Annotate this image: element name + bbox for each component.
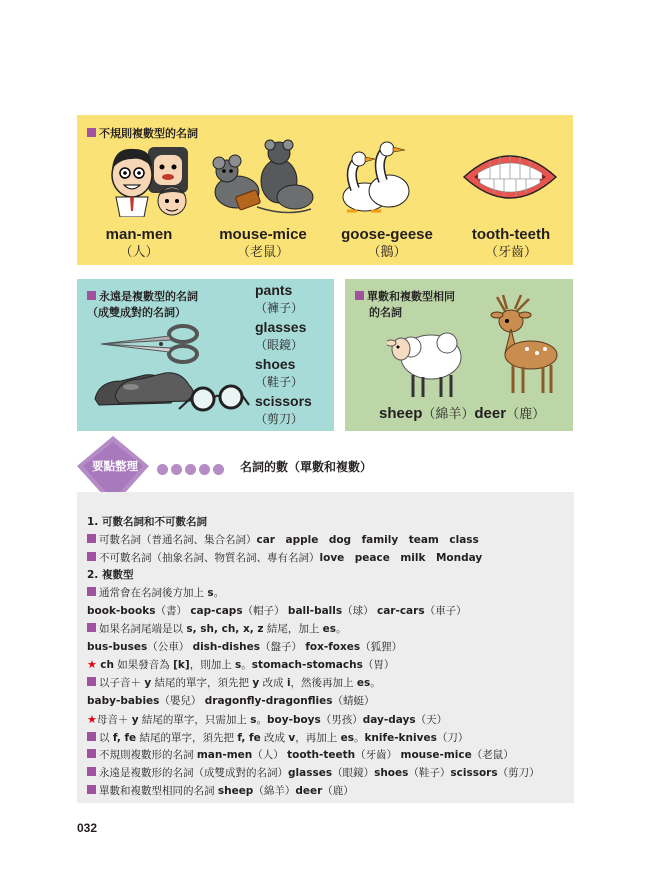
key-points-label: 要點整理 <box>92 459 138 473</box>
star-icon: ★ <box>87 712 97 726</box>
square-bullet-icon <box>87 677 96 686</box>
square-bullet-icon <box>355 291 364 300</box>
men-illustration <box>102 139 202 217</box>
shoes-and-glasses-illustration <box>91 365 251 425</box>
noun-goose-geese: goose-geese （鵝） <box>341 226 433 260</box>
square-bullet-icon <box>87 623 96 632</box>
sheep-illustration <box>387 319 467 399</box>
noun-man-men: man-men （人） <box>105 226 173 260</box>
note-line: 不可數名詞（抽象名詞、物質名詞、專有名詞）love peace milk Monday <box>87 550 571 568</box>
teeth-illustration <box>460 139 560 217</box>
panel-title: 永遠是複數型的名詞 （成雙成對的名詞） <box>87 290 198 319</box>
rule-line: 以 f, fe 結尾的單字，須先把 f, fe 改成 v，再加上 es。knife-knives（刀） <box>87 730 571 748</box>
dot-icon <box>171 464 182 475</box>
star-icon: ★ <box>87 658 97 672</box>
noun-tooth-teeth: tooth-teeth （牙齒） <box>471 226 551 260</box>
always-plural-list: pants （褲子） glasses （眼鏡） shoes （鞋子） scissors （剪刀） <box>255 282 312 426</box>
always-plural-panel <box>77 279 334 431</box>
dot-icon <box>157 464 168 475</box>
rule-line: 如果名詞尾端是以 s, sh, ch, x, z 結尾，加上 es。 <box>87 621 571 639</box>
panel-title: 不規則複數型的名詞 <box>87 125 198 141</box>
rule-line: ★ ch 如果發音為 [k]，則加上 s。stomach-stomachs（胃） <box>87 658 395 672</box>
notes-content <box>87 514 571 801</box>
scissors-illustration <box>97 324 207 364</box>
dot-icon <box>213 464 224 475</box>
rule-line: 永遠是複數形的名詞（成雙成對的名詞）glasses（眼鏡）shoes（鞋子）scissors（剪刀） <box>87 765 571 783</box>
same-form-panel <box>345 279 573 431</box>
rule-line: 以子音＋ y 結尾的單字，須先把 y 改成 i，然後再加上 es。 <box>87 675 571 693</box>
example-line: baby-babies（嬰兒） dragonfly-dragonflies（蜻蜓） <box>87 694 375 707</box>
square-bullet-icon <box>87 552 96 561</box>
key-points-heading: 名詞的數（單數和複數） <box>240 460 373 474</box>
example-line: bus-buses（公車） dish-dishes（盤子） fox-foxes（狐狸） <box>87 640 403 653</box>
rule-line: 通常會在名詞後方加上 s。 <box>87 585 571 603</box>
note-line: 可數名詞（普通名詞、集合名詞）car apple dog family team class <box>87 532 571 550</box>
noun-mouse-mice: mouse-mice （老鼠） <box>219 226 307 260</box>
page-number: 032 <box>77 821 98 835</box>
square-bullet-icon <box>87 128 96 137</box>
rule-line: 不規則複數形的名詞 man-men（人） tooth-teeth（牙齒） mouse-mice（老鼠） <box>87 747 571 765</box>
square-bullet-icon <box>87 587 96 596</box>
square-bullet-icon <box>87 291 96 300</box>
square-bullet-icon <box>87 732 96 741</box>
example-line: book-books（書） cap-caps（帽子） ball-balls（球） car-cars（車子） <box>87 604 467 617</box>
mice-illustration <box>207 137 317 217</box>
section-title: 2. 複數型 <box>87 569 134 582</box>
rule-line: 單數和複數型相同的名詞 sheep（綿羊）deer（鹿） <box>87 783 571 801</box>
square-bullet-icon <box>87 767 96 776</box>
dot-icon <box>199 464 210 475</box>
rule-line: ★母音＋ y 結尾的單字，只需加上 s。boy-boys（男孩）day-days（天） <box>87 712 448 726</box>
deer-illustration <box>475 289 565 399</box>
square-bullet-icon <box>87 785 96 794</box>
geese-illustration <box>337 139 417 219</box>
dot-icon <box>185 464 196 475</box>
decorative-dots <box>157 460 227 479</box>
panel-title: 單數和複數型相同 的名詞 <box>355 289 455 321</box>
square-bullet-icon <box>87 749 96 758</box>
notes-box <box>77 492 574 803</box>
same-form-caption: sheep（綿羊）deer（鹿） <box>379 405 546 422</box>
irregular-plural-panel <box>77 115 573 265</box>
section-title: 1. 可數名詞和不可數名詞 <box>87 516 207 528</box>
square-bullet-icon <box>87 534 96 543</box>
